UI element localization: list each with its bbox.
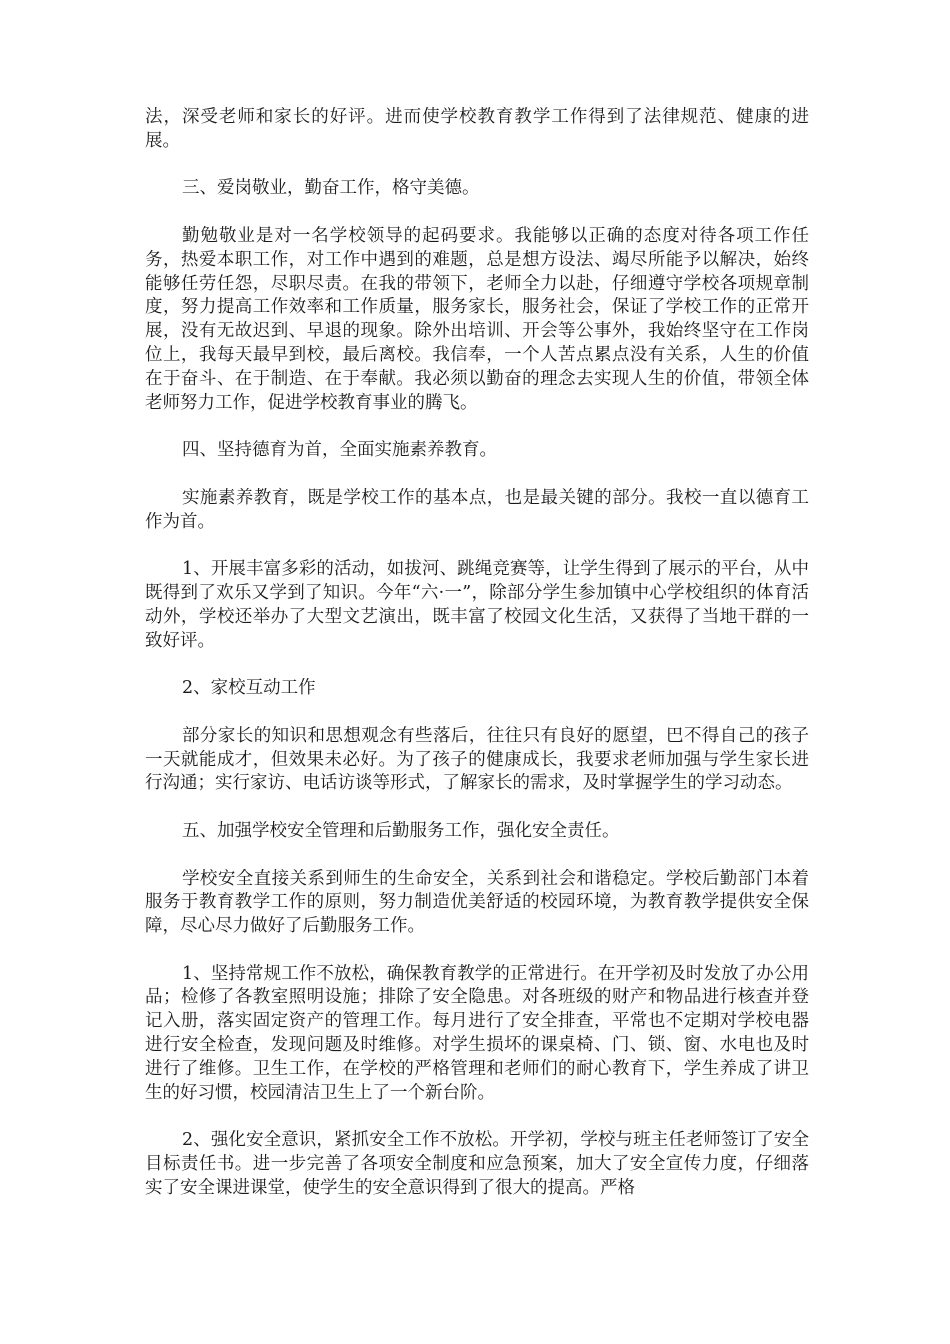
paragraph-item-1: 1、坚持常规工作不放松，确保教育教学的正常进行。在开学初及时发放了办公用品；检修了各教室照明设施；排除了安全隐患。对各班级的财产和物品进行核查并登记入册，落实固定资产的管理工作。每月进行了安全排查，平常也不定期对学校电器进行安全检查，发现问题及时维修。对学生损坏的课桌椅、门、锁、窗、水电也及时进行了维修。卫生工作，在学校的严格管理和老师们的耐心教育下，学生养成了讲卫生的好习惯，校园清洁卫生上了一个新台阶。 [145, 963, 809, 1103]
paragraph-item-1: 1、开展丰富多彩的活动，如拔河、跳绳竞赛等，让学生得到了展示的平台，从中既得到了欢乐又学到了知识。今年“六·一”，除部分学生参加镇中心学校组织的体育活动外，学校还举办了大型文艺演出，既丰富了校园文化生活，又获得了当地干群的一致好评。 [145, 559, 809, 651]
paragraph: 实施素养教育，既是学校工作的基本点，也是最关键的部分。我校一直以德育工作为首。 [145, 487, 809, 532]
section-heading-4: 四、坚持德育为首，全面实施素养教育。 [182, 440, 497, 461]
paragraph-continuation: 法，深受老师和家长的好评。进而使学校教育教学工作得到了法律规范、健康的进展。 [145, 107, 809, 151]
subheading-item-2: 2、家校互动工作 [182, 678, 316, 699]
paragraph: 勤勉敬业是对一名学校领导的起码要求。我能够以正确的态度对待各项工作任务，热爱本职工作，对工作中遇到的难题，总是想方设法、竭尽所能予以解决，始终能够任劳任怨，尽职尽责。在我的带领下，老师全力以赴，仔细遵守学校各项规章制度，努力提高工作效率和工作质量，服务家长，服务社会，保证了学校工作的正常开展，没有无故迟到、早退的现象。除外出培训、开会等公事外，我始终坚守在工作岗位上，我每天最早到校，最后离校。我信奉，一个人苦点累点没有关系，人生的价值在于奋斗、在于制造、在于奉献。我必须以勤奋的理念去实现人生的价值，带领全体老师努力工作，促进学校教育事业的腾飞。 [145, 225, 809, 413]
section-heading-5: 五、加强学校安全管理和后勤服务工作，强化安全责任。 [182, 820, 620, 841]
paragraph: 学校安全直接关系到师生的生命安全，关系到社会和谐稳定。学校后勤部门本着服务于教育教学工作的原则，努力制造优美舒适的校园环境，为教育教学提供安全保障，尽心尽力做好了后勤服务工作。 [145, 868, 809, 937]
paragraph: 部分家长的知识和思想观念有些落后，往往只有良好的愿望，巴不得自己的孩子一天就能成才，但效果未必好。为了孩子的健康成长，我要求老师加强与学生家长进行沟通；实行家访、电话访谈等形式，了解家长的需求，及时掌握学生的学习动态。 [145, 725, 809, 794]
document-page [145, 106, 809, 1224]
section-heading-3: 三、爱岗敬业，勤奋工作，格守美德。 [182, 178, 480, 199]
paragraph-item-2: 2、强化安全意识，紧抓安全工作不放松。开学初，学校与班主任老师签订了安全目标责任书。进一步完善了各项安全制度和应急预案，加大了安全宣传力度，仔细落实了安全课进课堂，使学生的安全意识得到了很大的提高。严格 [145, 1130, 809, 1198]
